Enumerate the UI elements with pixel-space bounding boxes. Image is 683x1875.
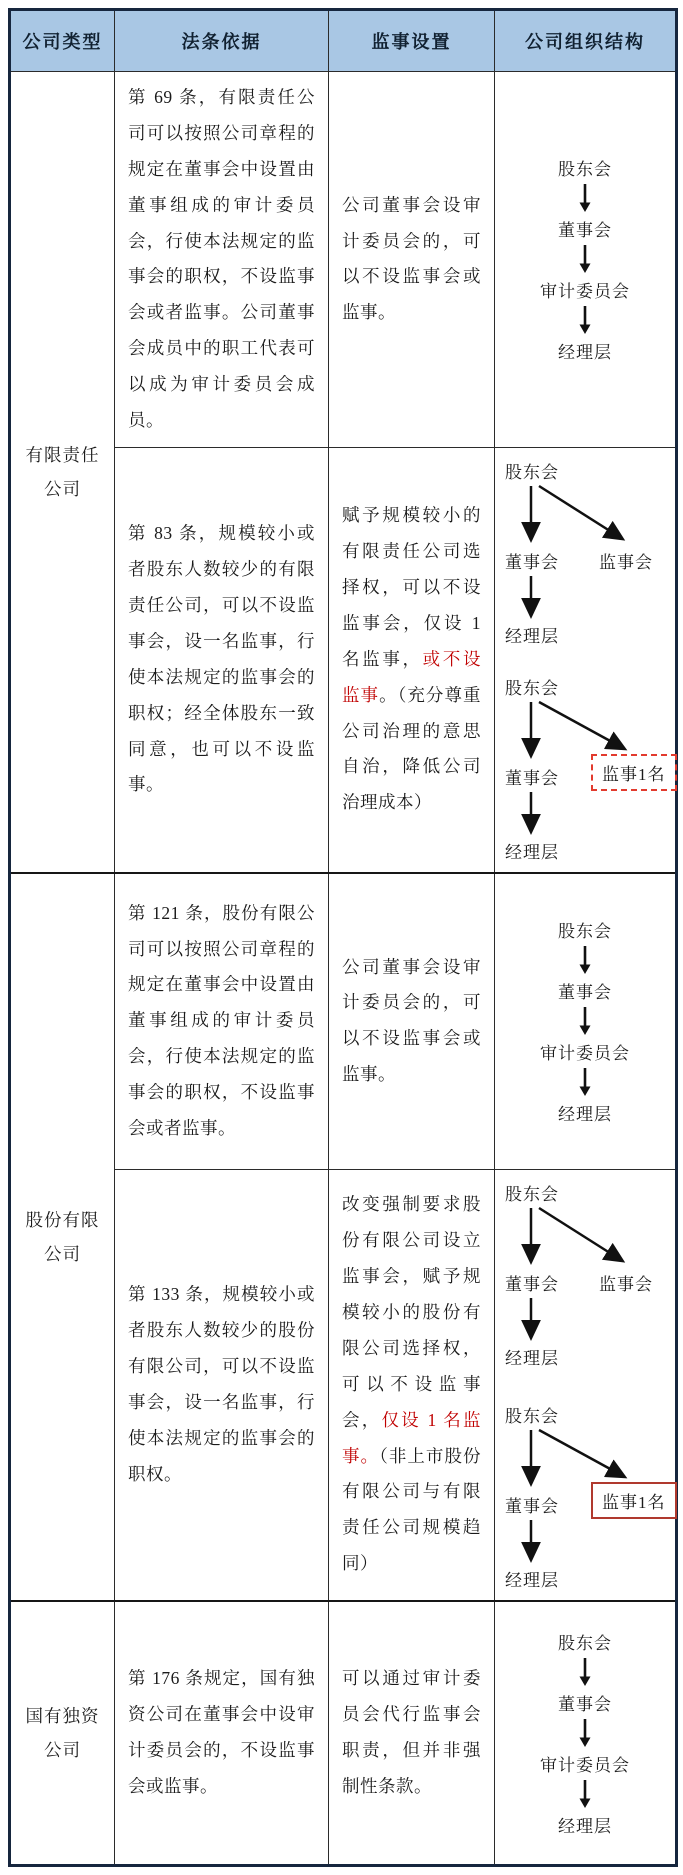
org-node-board: 董事会: [558, 221, 612, 241]
org-node-shareholders: 股东会: [558, 1633, 612, 1653]
company-type-line: 股份有限: [25, 1209, 100, 1230]
company-law-table: [8, 8, 678, 1867]
supervision-text: 。（充分尊重公司治理的意思自治，降低公司治理成本）: [342, 684, 482, 813]
header-legal-basis: 法条依据: [115, 10, 329, 72]
company-type-line: 公司: [44, 1739, 81, 1760]
org-structure-cell: [495, 1601, 677, 1866]
supervisor-setup-text: [329, 1169, 495, 1601]
table-row: [10, 873, 677, 1170]
org-node-shareholders: 股东会: [505, 678, 559, 698]
org-node-board: 董事会: [558, 1694, 612, 1714]
org-structure-cell: [495, 72, 677, 448]
company-type-state-owned: [10, 1601, 115, 1866]
org-chart-chain: [497, 155, 673, 363]
org-node-shareholders: 股东会: [505, 1406, 559, 1426]
supervision-text: 改变强制要求股份有限公司设立监事会，赋予规模较小的股份有限公司选择权，可以不设监事会，: [342, 1194, 481, 1430]
down-arrow-icon: [577, 1718, 593, 1748]
org-node-management: 经理层: [558, 343, 612, 363]
down-arrow-icon: [577, 1657, 593, 1687]
org-structure-cell: [495, 447, 677, 873]
legal-basis-article-133: [115, 1169, 329, 1601]
legal-text: 第 133 条，规模较小或者股东人数较少的股份有限公司，可以不设监事会，设一名监事，行使本法规定的监事会的职权。: [128, 1284, 315, 1484]
legal-basis-article-121: [115, 873, 329, 1170]
company-type-line: 国有独资: [25, 1705, 100, 1726]
org-node-board: 董事会: [505, 1274, 559, 1294]
org-node-management: 经理层: [505, 842, 559, 862]
supervision-text: 公司董事会设审计委员会的，可以不设监事会或监事。: [342, 956, 481, 1085]
org-chart-branch-one-supervisor-dashed: [497, 674, 675, 862]
org-node-shareholders: 股东会: [505, 462, 559, 482]
supervision-text: 公司董事会设审计委员会的，可以不设监事会或监事。: [342, 194, 481, 323]
org-node-board: 董事会: [505, 1496, 559, 1516]
legal-text: 第 69 条，有限责任公司可以按照公司章程的规定在董事会中设置由董事组成的审计委员会，行使本法规定的监事会的职权，不设监事会或者监事。公司董事会成员中的职工代表可以成为审计委员会成员。: [128, 87, 315, 430]
org-structure-cell: [495, 1169, 677, 1601]
org-node-board: 董事会: [558, 983, 612, 1003]
org-chart-chain: [497, 917, 673, 1125]
down-arrow-icon: [577, 1067, 593, 1097]
company-type-line: 有限责任: [25, 444, 100, 465]
org-node-board: 董事会: [505, 552, 559, 572]
legal-text: 第 176 条规定，国有独资公司在董事会中设审计委员会的，不设监事会或监事。: [128, 1668, 315, 1796]
table-row: [10, 1601, 677, 1866]
org-node-audit-committee: 审计委员会: [540, 1755, 630, 1775]
header-company-type: 公司类型: [10, 10, 115, 72]
down-arrow-icon: [577, 945, 593, 975]
org-node-management: 经理层: [558, 1105, 612, 1125]
org-node-shareholders: 股东会: [558, 160, 612, 180]
supervision-text: （非上市股份有限公司与有限责任公司规模趋同）: [342, 1445, 482, 1574]
down-arrow-icon: [577, 183, 593, 213]
supervision-text: 可以通过审计委员会代行监事会职责，但并非强制性条款。: [342, 1668, 481, 1796]
org-structure-cell: [495, 873, 677, 1170]
org-chart-branch-with-board: [497, 1180, 675, 1368]
org-chart-branch-one-supervisor-solid: [497, 1402, 675, 1590]
legal-text: 第 83 条，规模较小或者股东人数较少的有限责任公司，可以不设监事会，设一名监事，行使本法规定的监事会的职权；经全体股东一致同意，也可以不设监事。: [128, 523, 315, 795]
org-node-audit-committee: 审计委员会: [540, 282, 630, 302]
header-supervisor-setup: 监事设置: [329, 10, 495, 72]
supervisor-setup-text: [329, 1601, 495, 1866]
down-arrow-icon: [577, 1006, 593, 1036]
company-type-line: 公司: [44, 478, 81, 499]
legal-basis-article-176: [115, 1601, 329, 1866]
org-node-shareholders: 股东会: [505, 1184, 559, 1204]
supervision-text-highlight: 仅设 1 名监事。: [342, 1409, 482, 1466]
header-row: [10, 10, 677, 72]
header-org-structure: 公司组织结构: [495, 10, 677, 72]
org-node-supervisory-board: 监事会: [599, 552, 653, 572]
legal-basis-article-83: [115, 447, 329, 873]
org-node-one-supervisor-dashed-box: 监事1名: [591, 754, 677, 791]
legal-basis-article-69: [115, 72, 329, 448]
legal-text: 第 121 条，股份有限公司可以按照公司章程的规定在董事会中设置由董事组成的审计委员会，行使本法规定的监事会的职权，不设监事会或者监事。: [128, 902, 315, 1138]
org-node-management: 经理层: [558, 1816, 612, 1836]
supervisor-setup-text: [329, 873, 495, 1170]
down-arrow-icon: [577, 1779, 593, 1809]
org-node-shareholders: 股东会: [558, 922, 612, 942]
supervisor-setup-text: [329, 72, 495, 448]
company-type-limited-liability: [10, 72, 115, 873]
down-arrow-icon: [577, 305, 593, 335]
table-row: [10, 72, 677, 448]
org-node-audit-committee: 审计委员会: [540, 1044, 630, 1064]
org-node-board: 董事会: [505, 768, 559, 788]
supervisor-setup-text: [329, 447, 495, 873]
org-node-management: 经理层: [505, 626, 559, 646]
org-node-management: 经理层: [505, 1348, 559, 1368]
org-node-one-supervisor-solid-box: 监事1名: [591, 1482, 677, 1519]
org-chart-branch-with-board: [497, 458, 675, 646]
org-node-management: 经理层: [505, 1570, 559, 1590]
supervision-text: 赋予规模较小的有限责任公司选择权，可以不设监事会，仅设 1 名监事，: [342, 505, 481, 669]
org-chart-chain: [497, 1629, 673, 1837]
company-type-joint-stock: [10, 873, 115, 1601]
down-arrow-icon: [577, 244, 593, 274]
org-node-supervisory-board: 监事会: [599, 1274, 653, 1294]
company-type-line: 公司: [44, 1243, 81, 1264]
supervision-text-highlight: 或不设监事: [342, 648, 482, 705]
